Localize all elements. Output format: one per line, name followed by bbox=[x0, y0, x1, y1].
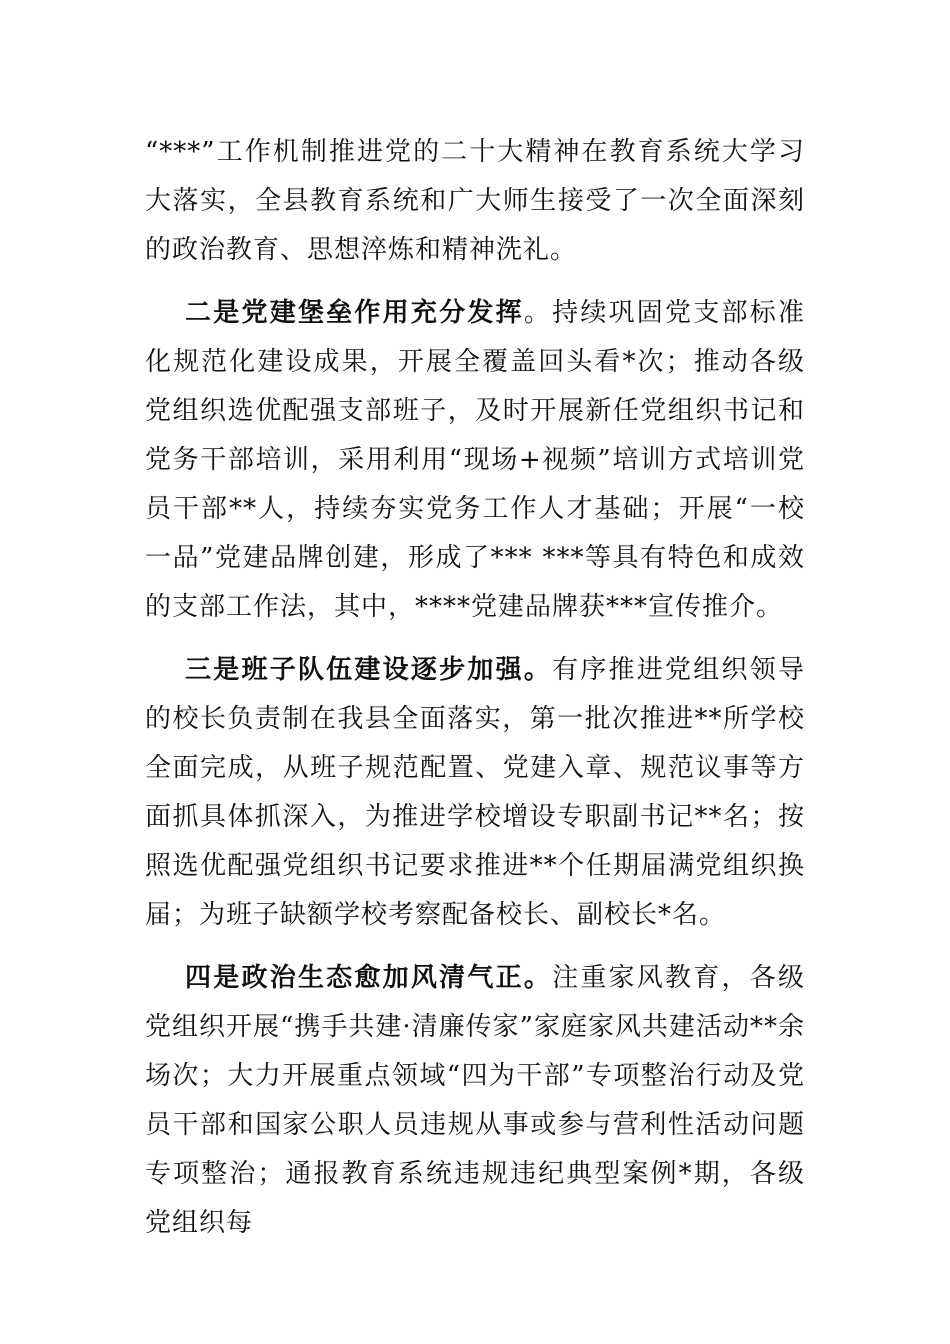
paragraph-text: 注重家风教育，各级党组织开展“携手共建·清廉传家”家庭家风共建活动**余场次；大力开展重点领域“四为干部”专项整治行动及党员干部和国家公职人员违规从事或参与营利性活动问题专项整治；通报教育系统违规违纪典型案例*期，各级党组织每 bbox=[145, 963, 805, 1238]
paragraph-political-ecology bbox=[145, 954, 805, 1248]
paragraph-heading: 四是政治生态愈加风清气正。 bbox=[185, 963, 553, 993]
paragraph-party-building bbox=[145, 289, 805, 632]
paragraph-heading: 二是党建堡垒作用充分发挥 bbox=[185, 298, 524, 328]
paragraph-heading: 三是班子队伍建设逐步加强。 bbox=[185, 655, 553, 685]
paragraph-text: 有序推进党组织领导的校长负责制在我县全面落实，第一批次推进**所学校全面完成，从班子规范配置、党建入章、规范议事等方面抓具体抓深入，为推进学校增设专职副书记**名；按照选优配强党组织书记要求推进**个任期届满党组织换届；为班子缺额学校考察配备校长、副校长*名。 bbox=[145, 655, 805, 930]
paragraph-team-building bbox=[145, 646, 805, 940]
paragraph-text: 。持续巩固党支部标准化规范化建设成果，开展全覆盖回头看*次；推动各级党组织选优配强支部班子，及时开展新任党组织书记和党务干部培训，采用利用“现场+视频”培训方式培训党员干部**人，持续夯实党务工作人才基础；开展“一校一品”党建品牌创建，形成了*** ***等具有特色和成效的支部工作法，其中，****党建品牌获***宣传推介。 bbox=[145, 298, 805, 622]
paragraph-continuation bbox=[145, 128, 805, 275]
paragraph-text: “***”工作机制推进党的二十大精神在教育系统大学习大落实，全县教育系统和广大师生接受了一次全面深刻的政治教育、思想淬炼和精神洗礼。 bbox=[145, 137, 805, 265]
document-body bbox=[145, 128, 805, 1248]
